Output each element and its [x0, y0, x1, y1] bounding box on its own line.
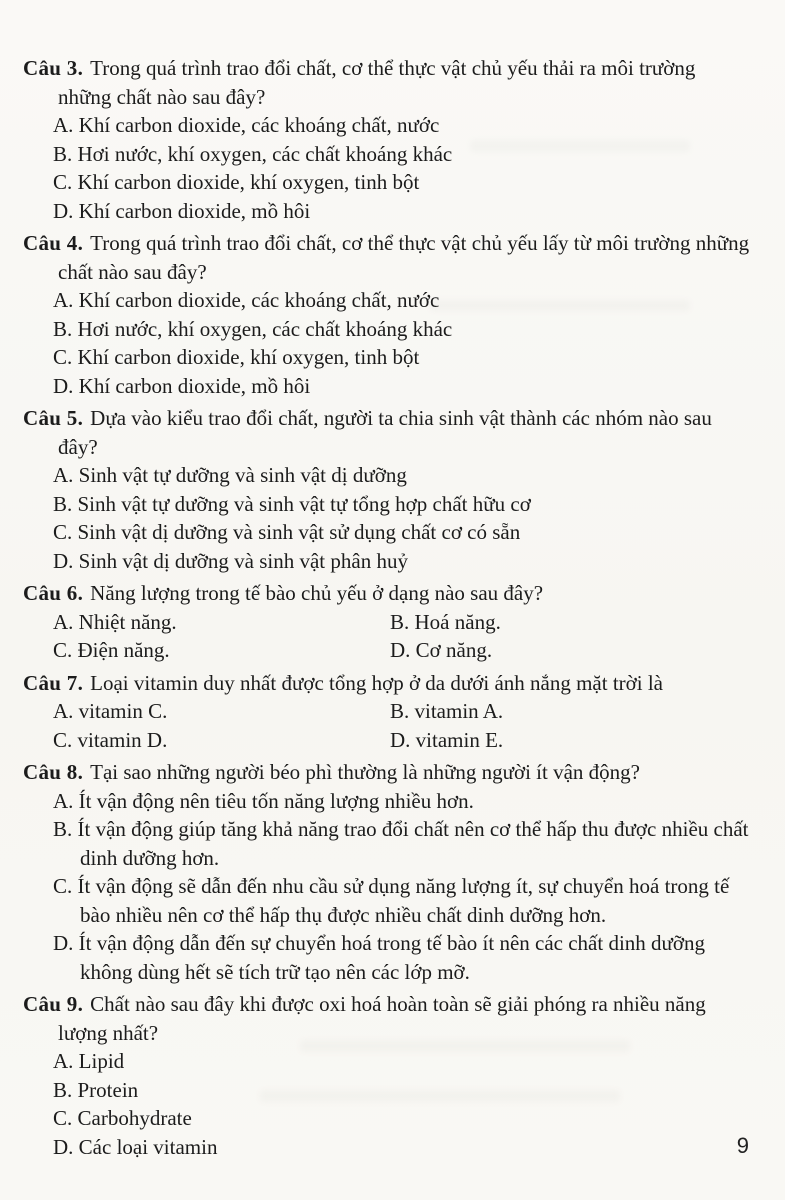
- question-block-9: [23, 990, 753, 1161]
- answer-option: B. vitamin A.: [390, 699, 504, 723]
- question-label: Câu 7.: [23, 670, 84, 695]
- question-label: Câu 3.: [23, 56, 84, 80]
- answer-option: B. Hoá năng.: [390, 609, 501, 634]
- answer-option: C. Ít vận động sẽ dẫn đến nhu cầu sử dụng năng lượng ít, sự chuyển hoá trong tế bào nhiều nên cơ thể hấp thụ được nhiều chất dinh dưỡng hơn.: [53, 874, 730, 927]
- answer-option: A. Nhiệt năng.: [53, 609, 177, 634]
- answer-option: C. Điện năng.: [53, 638, 170, 662]
- answer-option: A. vitamin C.: [53, 699, 168, 723]
- options-list: [53, 1047, 753, 1161]
- options-grid: [53, 697, 753, 754]
- question-label: Câu 9.: [23, 992, 84, 1016]
- question-heading: [23, 229, 753, 286]
- question-heading: [23, 54, 753, 111]
- options-list: [53, 461, 753, 575]
- question-label: Câu 8.: [23, 760, 84, 784]
- answer-option: C. Khí carbon dioxide, khí oxygen, tinh bột: [53, 345, 420, 369]
- question-heading: [23, 758, 753, 787]
- answer-option: B. Hơi nước, khí oxygen, các chất khoáng khác: [53, 316, 453, 341]
- answer-option: D. Khí carbon dioxide, mồ hôi: [53, 373, 311, 398]
- question-text: Dựa vào kiểu trao đổi chất, người ta chia sinh vật thành các nhóm nào sau đây?: [58, 406, 712, 459]
- question-text: Chất nào sau đây khi được oxi hoá hoàn toàn sẽ giải phóng ra nhiều năng lượng nhất?: [58, 992, 706, 1045]
- question-text: Tại sao những người béo phì thường là những người ít vận động?: [90, 760, 640, 784]
- question-text: Loại vitamin duy nhất được tổng hợp ở da dưới ánh nắng mặt trời là: [90, 670, 664, 695]
- options-grid: [53, 608, 753, 665]
- question-text: Trong quá trình trao đổi chất, cơ thể thực vật chủ yếu lấy từ môi trường những chất nào sau đây?: [58, 231, 750, 284]
- options-list: [53, 286, 753, 400]
- question-heading: [23, 404, 753, 461]
- answer-option: C. vitamin D.: [53, 727, 168, 752]
- answer-option: D. Ít vận động dẫn đến sự chuyển hoá trong tế bào ít nên các chất dinh dưỡng không dùng hết sẽ tích trữ tạo nên các lớp mỡ.: [53, 931, 706, 984]
- question-block-4: [23, 229, 753, 400]
- question-heading: [23, 669, 753, 698]
- question-block-8: [23, 758, 753, 986]
- answer-option: B. Protein: [53, 1077, 139, 1102]
- question-heading: [23, 579, 753, 608]
- question-label: Câu 4.: [23, 231, 84, 255]
- question-block-3: [23, 54, 753, 225]
- answer-option: A. Ít vận động nên tiêu tốn năng lượng nhiều hơn.: [53, 788, 474, 813]
- page-number: 9: [736, 1133, 749, 1158]
- answer-option: B. Hơi nước, khí oxygen, các chất khoáng khác: [53, 141, 453, 166]
- answer-option: A. Lipid: [53, 1049, 125, 1073]
- question-label: Câu 5.: [23, 406, 84, 430]
- answer-option: C. Sinh vật dị dưỡng và sinh vật sử dụng chất cơ có sẵn: [53, 520, 521, 544]
- answer-option: C. Carbohydrate: [53, 1106, 192, 1130]
- question-label: Câu 6.: [23, 581, 84, 605]
- answer-option: D. Cơ năng.: [390, 638, 493, 662]
- question-text: Năng lượng trong tế bào chủ yếu ở dạng nào sau đây?: [90, 581, 544, 605]
- answer-option: B. Sinh vật tự dưỡng và sinh vật tự tổng hợp chất hữu cơ: [53, 491, 531, 516]
- answer-option: B. Ít vận động giúp tăng khả năng trao đổi chất nên cơ thể hấp thu được nhiều chất dinh dưỡng hơn.: [53, 817, 749, 870]
- answer-option: A. Khí carbon dioxide, các khoáng chất, nước: [53, 113, 440, 137]
- answer-option: D. vitamin E.: [390, 727, 504, 752]
- question-block-7: [23, 669, 753, 755]
- question-block-6: [23, 579, 753, 665]
- options-list: [53, 111, 753, 225]
- answer-option: D. Sinh vật dị dưỡng và sinh vật phân huỷ: [53, 548, 408, 573]
- answer-option: A. Sinh vật tự dưỡng và sinh vật dị dưỡng: [53, 463, 407, 487]
- question-block-5: [23, 404, 753, 575]
- question-text: Trong quá trình trao đổi chất, cơ thể thực vật chủ yếu thải ra môi trường những chất nào sau đây?: [58, 56, 696, 109]
- options-list: [53, 787, 753, 987]
- answer-option: D. Khí carbon dioxide, mồ hôi: [53, 198, 311, 223]
- question-heading: [23, 990, 753, 1047]
- answer-option: A. Khí carbon dioxide, các khoáng chất, nước: [53, 288, 440, 312]
- answer-option: D. Các loại vitamin: [53, 1134, 218, 1159]
- answer-option: C. Khí carbon dioxide, khí oxygen, tinh bột: [53, 170, 420, 194]
